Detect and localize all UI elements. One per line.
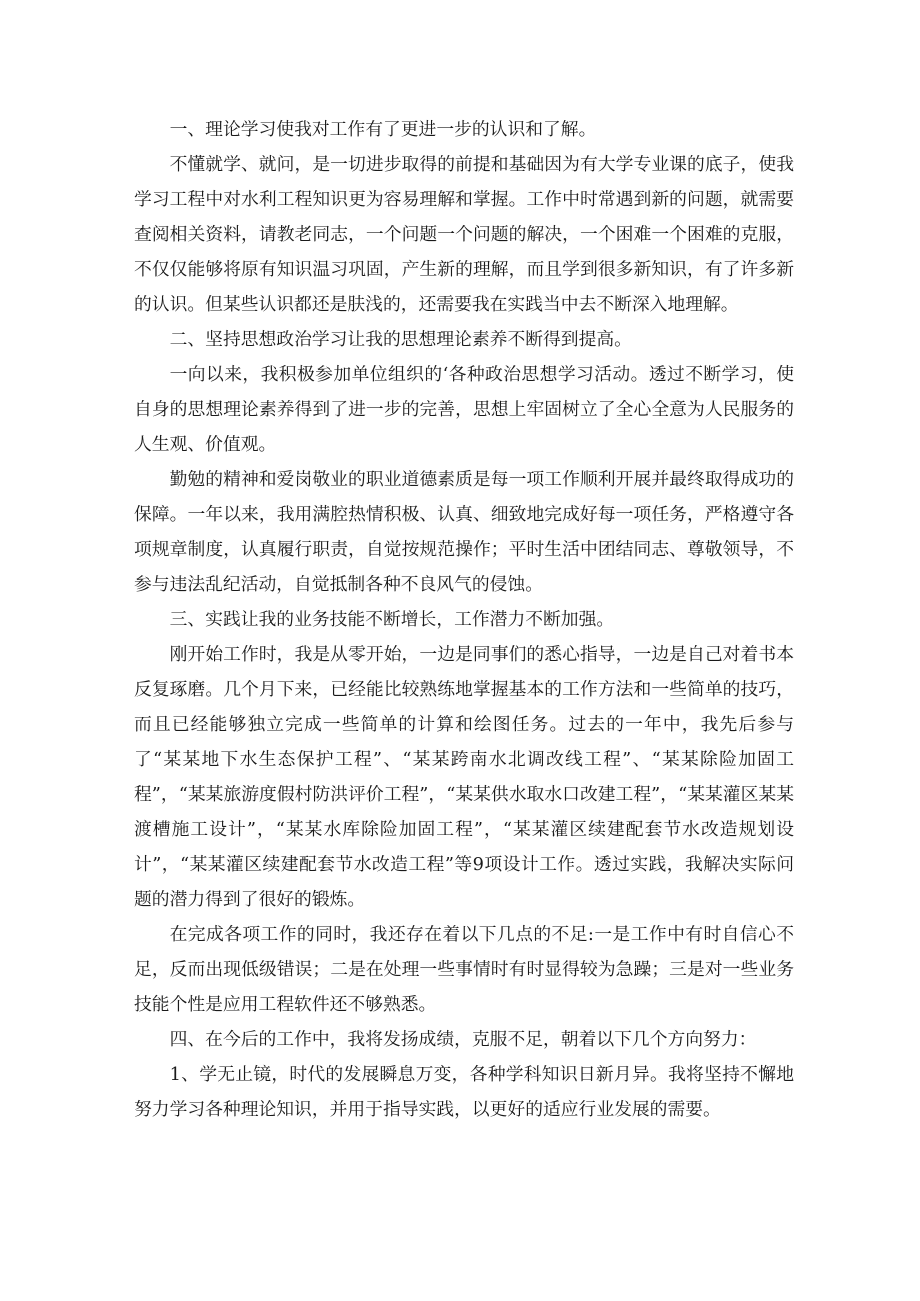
paragraph: 不懂就学、就问，是一切进步取得的前提和基础因为有大学专业课的底子，使我学习工程中对水利工程知识更为容易理解和掌握。工作中时常遇到新的问题，就需要查阅相关资料，请教老同志，一个问题一个问题的解决，一个困难一个困难的克服，不仅仅能够将原有知识温习巩固，产生新的理解，而且学到很多新知识，有了许多新的认识。但某些认识都还是肤浅的，还需要我在实践当中去不断深入地理解。 <box>134 154 794 315</box>
paragraph: 刚开始工作时，我是从零开始，一边是同事们的悉心指导，一边是自己对着书本反复琢磨。几个月下来，已经能比较熟练地掌握基本的工作方法和一些简单的技巧，而且已经能够独立完成一些简单的计算和绘图任务。过去的一年中，我先后参与了“某某地下水生态保护工程”、“某某跨南水北调改线工程”、“某某除险加固工程”，“某某旅游度假村防洪评价工程”，“某某供水取水口改建工程”，“某某灌区某某渡槽施工设计”，“某某水库除险加固工程”，“某某灌区续建配套节水改造规划设计”，“某某灌区续建配套节水改造工程”等9项设计工作。透过实践，我解决实际问题的潜力得到了很好的锻炼。 <box>134 644 794 910</box>
paragraph: 1、学无止镜，时代的发展瞬息万变，各种学科知识日新月异。我将坚持不懈地努力学习各种理论知识，并用于指导实践，以更好的适应行业发展的需要。 <box>134 1064 794 1120</box>
paragraph: 在完成各项工作的同时，我还存在着以下几点的不足:一是工作中有时自信心不足，反而出现低级错误；二是在处理一些事情时有时显得较为急躁；三是对一些业务技能个性是应用工程软件还不够熟悉。 <box>134 924 794 1015</box>
section-heading-4: 四、在今后的工作中，我将发扬成绩，克服不足，朝着以下几个方向努力： <box>169 1029 757 1050</box>
section-heading-3: 三、实践让我的业务技能不断增长，工作潜力不断加强。 <box>169 609 615 630</box>
paragraph: 一向以来，我积极参加单位组织的‘各种政治思想学习活动。透过不断学习，使自身的思想理论素养得到了进一步的完善，思想上牢固树立了全心全意为人民服务的人生观、价值观。 <box>134 364 794 455</box>
paragraph: 勤勉的精神和爱岗敬业的职业道德素质是每一项工作顺利开展并最终取得成功的保障。一年以来，我用满腔热情积极、认真、细致地完成好每一项任务，严格遵守各项规章制度，认真履行职责，自觉按规范操作；平时生活中团结同志、尊敬领导，不参与违法乱纪活动，自觉抵制各种不良风气的侵蚀。 <box>134 469 794 595</box>
document-body <box>134 112 794 1127</box>
section-heading-1: 一、理论学习使我对工作有了更进一步的认识和了解。 <box>169 119 597 140</box>
section-heading-2: 二、坚持思想政治学习让我的思想理论素养不断得到提高。 <box>169 329 632 350</box>
